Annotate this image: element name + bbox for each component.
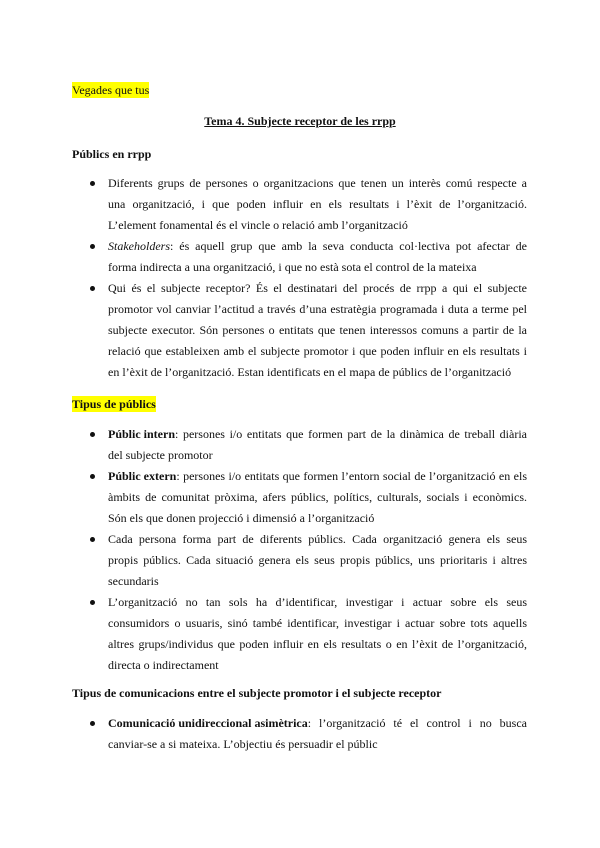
term-comunicacio-unidireccional: Comunicació unidireccional asimètrica bbox=[108, 716, 308, 730]
term-public-extern: Públic extern bbox=[108, 469, 177, 483]
list-item-line: del subjecte promotor bbox=[108, 448, 213, 462]
list-item-text: : persones i/o entitats que formen part de la dinàmica de treball diària bbox=[175, 427, 527, 441]
list-item-text: : és aquell grup que amb la seva conducta col·lectiva pot afectar de bbox=[170, 239, 527, 253]
bullet bbox=[90, 286, 95, 291]
list-item-line: Són els que donen projecció i dimensió a l’organització bbox=[108, 511, 375, 525]
list-item-line: relació que estableixen amb el subjecte promotor i que poden influir en els resultats i bbox=[108, 344, 527, 358]
term-public-intern: Públic intern bbox=[108, 427, 176, 441]
list-item-line: forma indirecta a una organització, i que no està sota el control de la mateixa bbox=[108, 260, 477, 274]
bullet bbox=[90, 432, 95, 437]
list-item-line: subjecte executor. Són persones o entitats que tenen interessos comuns a partir de la bbox=[108, 323, 527, 337]
list-item-line: canviar-se a si mateixa. L’objectiu és persuadir el públic bbox=[108, 737, 378, 751]
highlighted-note: Vegades que tus bbox=[72, 83, 150, 97]
bullet bbox=[90, 600, 95, 605]
list-item-text: : l’organització té el control i no busca bbox=[307, 716, 527, 730]
list-item-line: Cada persona forma part de diferents públics. Cada organització genera els seus bbox=[108, 532, 527, 546]
list-item-line: àmbits de comunitat pròxima, afers públics, polítics, culturals, socials i econòmics. bbox=[108, 490, 527, 504]
list-item-line: en l’èxit de l’organització. Estan identificats en el mapa de públics de l’organització bbox=[108, 365, 512, 379]
section-heading-publics: Públics en rrpp bbox=[72, 147, 152, 161]
section-heading-tipus-publics: Tipus de públics bbox=[72, 397, 156, 411]
bullet bbox=[90, 244, 95, 249]
list-item-line: una organització, i que poden influir en els resultats i l’èxit de l’organització. bbox=[108, 197, 527, 211]
list-item-line: propis públics. Cada situació genera els seus propis públics, uns prioritaris i altres bbox=[108, 553, 527, 567]
list-item-line: Qui és el subjecte receptor? És el destinatari del procés de rrpp a qui el subjecte bbox=[108, 281, 527, 295]
list-item-line: directa o indirectament bbox=[108, 658, 219, 672]
section-heading-tipus-comunicacions: Tipus de comunicacions entre el subjecte promotor i el subjecte receptor bbox=[72, 686, 442, 700]
list-item-line: promotor vol canviar l’actitud a través d’una estratègia programada i duta a terme pel bbox=[108, 302, 527, 316]
list-item-line: L’organització no tan sols ha d’identificar, investigar i actuar sobre els seus bbox=[108, 595, 527, 609]
list-item-line bbox=[108, 468, 527, 484]
document-title: Tema 4. Subjecte receptor de les rrpp bbox=[204, 114, 396, 128]
term-stakeholders: Stakeholders bbox=[108, 239, 170, 253]
bullet bbox=[90, 537, 95, 542]
bullet bbox=[90, 474, 95, 479]
list-item-line: L’element fonamental és el vincle o relació amb l’organització bbox=[108, 218, 408, 232]
list-item-text: : persones i/o entitats que formen l’entorn social de l’organització en els bbox=[176, 469, 527, 483]
list-item-line: Diferents grups de persones o organitzacions que tenen un interès comú respecte a bbox=[108, 176, 527, 190]
bullet bbox=[90, 181, 95, 186]
list-item-line bbox=[108, 426, 527, 442]
list-item-line: consumidors o usuaris, sinó també identificar, investigar i actuar sobre tots aquells bbox=[108, 616, 527, 630]
list-item-line: altres grups/individus que poden influir en els resultats o en l’èxit de l’organització, bbox=[108, 637, 527, 651]
bullet bbox=[90, 721, 95, 726]
list-item-line bbox=[108, 715, 527, 731]
list-item-line: secundaris bbox=[108, 574, 159, 588]
list-item-line bbox=[108, 238, 527, 254]
